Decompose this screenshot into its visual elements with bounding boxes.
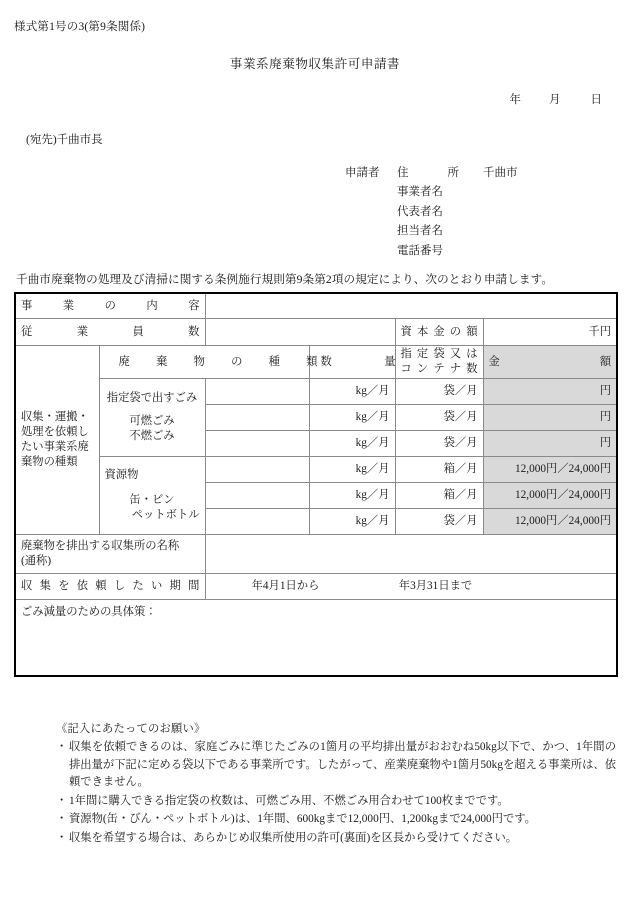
note-text: 収集を依頼できるのは、家庭ごみに準じたごみの1箇月の平均排出量がおおむね50kg以下で、かつ、1年間の排出量が下記に定める袋以下である事業所です。したがって、産業廃棄物や1箇月50kgを超える事業所は、依頼できません。 [69,741,616,789]
notes-list [56,739,616,848]
application-table [14,292,618,677]
note-text: 収集を希望する場合は、あらかじめ収集所使用の許可(裏面)を区長から受けてください。 [69,831,518,844]
field-waste-type-5[interactable] [205,483,309,509]
field-quantity-3[interactable]: kg／月 [309,431,395,457]
label-period: 収 集 を 依 頼 し た い 期 間 [15,574,205,600]
applicant-block [345,164,518,261]
table-row-collection-site [15,535,617,574]
applicant-label-phone: 電話番号 [397,244,443,257]
field-amount-5: 12,000円／24,000円 [483,483,617,509]
column-header-container-count: 指 定 袋 又 は コ ン テ ナ 数 [395,346,483,379]
field-capital[interactable]: 千円 [483,319,617,346]
field-waste-type-4[interactable] [205,457,309,483]
bullet-marker: ・ [56,741,68,753]
applicant-label-address: 住 所 [397,167,459,179]
label-waste-section: 収集・運搬・処理を依頼したい事業系廃棄物の種類 [15,346,99,535]
label-employees: 従 業 員 数 [15,319,205,346]
field-container-2[interactable]: 袋／月 [395,405,483,431]
field-waste-type-2[interactable] [205,405,309,431]
note-item [56,793,616,811]
label-reduction-measures: ごみ減量のための具体策： [21,606,157,618]
table-row-column-headers [15,346,617,379]
field-container-4[interactable]: 箱／月 [395,457,483,483]
bullet-marker: ・ [56,813,68,826]
waste-group-label-recyclable: 資源物 缶・ビン ペットボトル [99,457,205,535]
field-container-1[interactable]: 袋／月 [395,379,483,405]
table-row-waste-1 [15,379,617,405]
bullet-marker: ・ [56,794,68,807]
field-collection-site[interactable] [205,535,617,574]
notes-section [56,720,616,849]
day-label: 日 [590,94,602,106]
note-item [56,830,616,848]
field-container-3[interactable]: 袋／月 [395,431,483,457]
field-period[interactable] [205,574,617,600]
field-employees[interactable] [205,319,395,346]
field-waste-type-6[interactable] [205,509,309,535]
notes-title: 《記入にあたってのお願い》 [56,723,206,735]
table-row-period [15,574,617,600]
addressee: (宛先)千曲市長 [26,134,103,146]
column-header-amount: 金 額 [483,346,617,379]
year-label: 年 [509,94,521,106]
applicant-row-phone [345,242,518,261]
applicant-label-representative: 代表者名 [397,205,443,218]
applicant-label-contact: 担当者名 [397,225,443,238]
period-from: 年4月1日から [251,580,320,593]
period-to: 年3月31日まで [398,580,473,593]
date-entry-line [510,91,603,107]
note-item [56,811,616,829]
field-waste-type-1[interactable] [205,379,309,405]
field-container-6[interactable]: 袋／月 [395,509,483,535]
field-amount-4: 12,000円／24,000円 [483,457,617,483]
applicant-value-address: 千曲市 [483,167,518,179]
field-quantity-6[interactable]: kg／月 [309,509,395,535]
column-header-quantity: 数 量 [309,346,395,379]
note-text: 1年間に購入できる指定袋の枚数は、可燃ごみ用、不燃ごみ用合わせて100枚までです。 [69,794,509,807]
bullet-marker: ・ [56,831,68,844]
label-business-content: 事 業 の 内 容 [15,293,205,319]
applicant-label-company: 事業者名 [397,186,443,199]
month-label: 月 [549,94,561,106]
table-row-employees-capital [15,319,617,346]
field-amount-1: 円 [483,379,617,405]
applicant-lead-label: 申請者 [345,167,380,179]
field-quantity-5[interactable]: kg／月 [309,483,395,509]
label-capital: 資 本 金 の 額 [395,319,483,346]
document-title: 事業系廃棄物収集許可申請書 [229,57,401,71]
field-business-content[interactable] [205,293,617,319]
table-row-business-content [15,293,617,319]
applicant-row-company [345,183,518,202]
note-text: 資源物(缶・びん・ペットボトル)は、1年間、600kgまで12,000円、1,200kgまで24,000円です。 [69,813,536,826]
field-amount-6: 12,000円／24,000円 [483,509,617,535]
field-amount-2: 円 [483,405,617,431]
field-container-5[interactable]: 箱／月 [395,483,483,509]
table-row-reduction [15,600,617,677]
applicant-row-contact [345,222,518,241]
field-quantity-2[interactable]: kg／月 [309,405,395,431]
field-reduction-measures[interactable] [15,600,617,677]
field-quantity-4[interactable]: kg／月 [309,457,395,483]
field-quantity-1[interactable]: kg／月 [309,379,395,405]
applicant-row-address [345,164,518,183]
waste-group-label-designated-bag: 指定袋で出すごみ 可燃ごみ 不燃ごみ [99,379,205,457]
field-waste-type-3[interactable] [205,431,309,457]
column-header-waste-type: 廃 棄 物 の 種 類 [99,346,309,379]
applicant-row-representative [345,203,518,222]
table-row-waste-4 [15,457,617,483]
note-item [56,739,616,792]
form-code: 様式第1号の3(第9条関係) [14,21,146,33]
label-collection-site: 廃棄物を排出する収集所の名称 (通称) [15,535,205,574]
field-amount-3: 円 [483,431,617,457]
intro-sentence: 千曲市廃棄物の処理及び清掃に関する条例施行規則第9条第2項の規定により、次のとおり申請します。 [16,273,554,286]
